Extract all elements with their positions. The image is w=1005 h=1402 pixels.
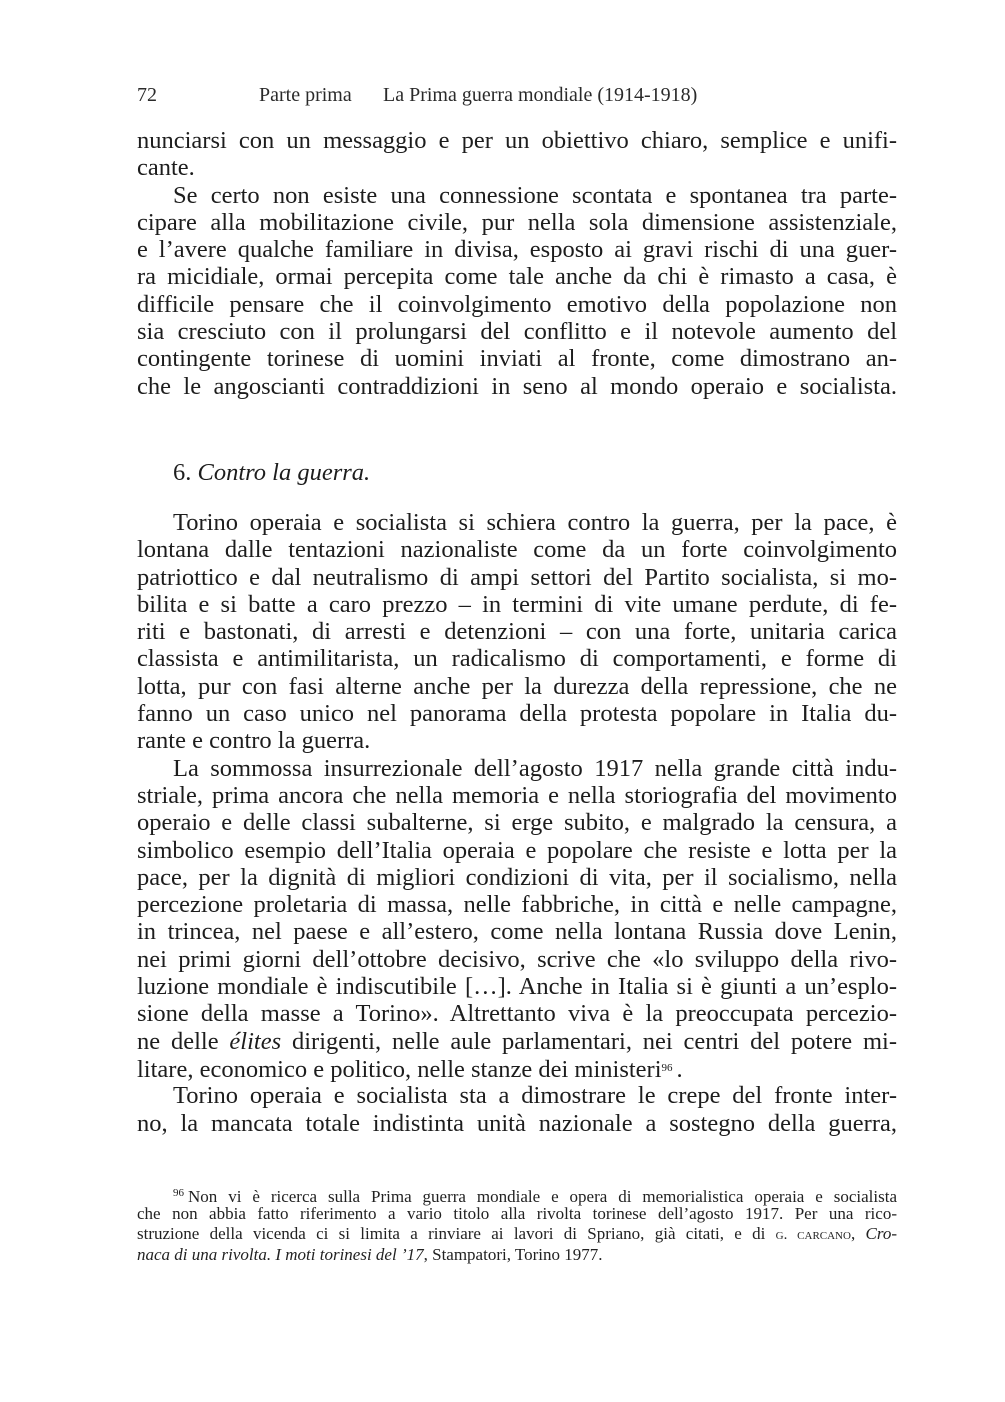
text-line: e l’avere qualche familiare in divisa, esposto ai gravi rischi di una guer-	[137, 236, 897, 264]
paragraph	[137, 1082, 897, 1137]
text-line: nei primi giorni dell’ottobre decisivo, scrive che «lo sviluppo della rivo-	[137, 945, 897, 973]
cited-title: naca di una rivolta. I moti torinesi del ’17	[137, 1244, 424, 1264]
text-segment: , Stampatori, Torino 1977.	[423, 1244, 603, 1264]
text-line	[137, 1028, 897, 1055]
paragraph	[137, 755, 897, 1083]
text-line: cipare alla mobilitazione civile, pur nella sola dimensione assistenziale,	[137, 208, 897, 236]
text-line: cante.	[137, 154, 195, 182]
text-line: fanno un caso unico nel panorama della protesta popolare in Italia du-	[137, 700, 897, 728]
page-number: 72	[137, 84, 157, 106]
text-line: riti e bastonati, di arresti e detenzioni – con una forte, unitaria carica	[137, 618, 897, 646]
text-segment: litare, economico e politico, nelle stanze dei ministeri	[137, 1055, 662, 1083]
footnote-line	[137, 1245, 897, 1266]
cited-title: Cro-	[865, 1224, 897, 1243]
text-line: in trincea, nel paese e all’estero, come nella lontana Russia dove Lenin,	[137, 918, 897, 946]
section-heading	[173, 458, 370, 488]
footnote-line: che non abbia fatto riferimento a vario titolo alla rivolta torinese dell’agosto 1917. Per una rico-	[137, 1203, 897, 1223]
text-line: contingente torinese di uomini inviati al fronte, come dimostrano an-	[137, 345, 897, 373]
text-line: Torino operaia e socialista si schiera contro la guerra, per la pace, è	[173, 509, 897, 536]
text-segment: ne delle	[137, 1027, 230, 1055]
paragraph	[137, 182, 897, 400]
text-line	[137, 1055, 897, 1082]
text-line: rante e contro la guerra.	[137, 727, 371, 755]
text-line: classista e antimilitarista, un radicalismo di comportamenti, e forme di	[137, 645, 897, 673]
text-line: sia cresciuto con il prolungarsi del conflitto e il notevole aumento del	[137, 318, 897, 346]
text-line: operaio e delle classi subalterne, si erge subito, e malgrado la censura, a	[137, 809, 897, 837]
text-line: pace, per la dignità di migliori condizioni di vita, per il socialismo, nella	[137, 863, 897, 891]
italic-term: élites	[229, 1027, 282, 1055]
text-segment: .	[676, 1055, 683, 1083]
text-segment: struzione della vicenda ci si limita a rinviare ai lavori di Spriano, già citati, e di	[137, 1224, 776, 1243]
cited-author: g. carcano	[775, 1227, 851, 1243]
text-line: sione della masse a Torino». Altrettanto viva è la preoccupata percezio-	[137, 1000, 897, 1028]
text-line: La sommossa insurrezionale dell’agosto 1917 nella grande città indu-	[173, 754, 897, 782]
footnote-number: 96	[173, 1187, 184, 1199]
text-line: Torino operaia e socialista sta a dimostrare le crepe del fronte inter-	[173, 1082, 897, 1110]
header-chapter-title: La Prima guerra mondiale (1914-1918)	[383, 84, 698, 106]
text-line: percezione proletaria di massa, nelle fabbriche, in città e nelle campagne,	[137, 891, 897, 919]
text-line: patriottico e dal neutralismo di ampi settori del Partito socialista, si mo-	[137, 563, 897, 591]
section-number: 6.	[173, 459, 192, 486]
section-title: Contro la guerra.	[197, 459, 371, 486]
text-line: che le angoscianti contraddizioni in seno al mondo operaio e socialista.	[137, 372, 897, 400]
text-segment: Non vi è ricerca sulla Prima guerra mondiale e opera di memorialistica operaia e socialista	[188, 1187, 897, 1206]
text-line: Se certo non esiste una connessione scontata e spontanea tra parte-	[173, 181, 897, 209]
text-line: simbolico esempio dell’Italia operaia e popolare che resiste e lotta per la	[137, 836, 897, 864]
footnotes-area	[137, 1183, 897, 1265]
footnote-line	[137, 1224, 897, 1245]
text-segment: dirigenti, nelle aule parlamentari, nei centri del potere mi-	[281, 1027, 897, 1055]
body-text-section	[137, 509, 897, 1137]
paragraph-continued	[137, 127, 897, 182]
footnote-reference[interactable]: 96	[661, 1061, 673, 1074]
text-line: bilita e si batte a caro prezzo – in termini di vite umane perdute, di fe-	[137, 590, 897, 618]
body-text-top	[137, 127, 897, 400]
text-line: lotta, pur con fasi alterne anche per la durezza della repressione, che ne	[137, 672, 897, 700]
text-line: no, la mancata totale indistinta unità nazionale a sostegno della guerra,	[137, 1109, 897, 1137]
text-line: lontana dalle tentazioni nazionaliste come da un forte coinvolgimento	[137, 536, 897, 564]
text-line: nunciarsi con un messaggio e per un obiettivo chiaro, semplice e unifi-	[137, 127, 897, 154]
paragraph	[137, 509, 897, 755]
text-segment: ,	[850, 1224, 866, 1243]
text-line: difficile pensare che il coinvolgimento emotivo della popolazione non	[137, 290, 897, 318]
text-line: striale, prima ancora che nella memoria e nella storiografia del movimento	[137, 781, 897, 809]
text-line: ra micidiale, ormai percepita come tale anche da chi è rimasto a casa, è	[137, 263, 897, 291]
running-header	[137, 80, 897, 110]
text-line: luzione mondiale è indiscutibile […]. Anche in Italia si è giunti a un’esplo-	[137, 973, 897, 1001]
footnote-line	[137, 1183, 897, 1204]
header-part: Parte prima	[259, 84, 352, 106]
